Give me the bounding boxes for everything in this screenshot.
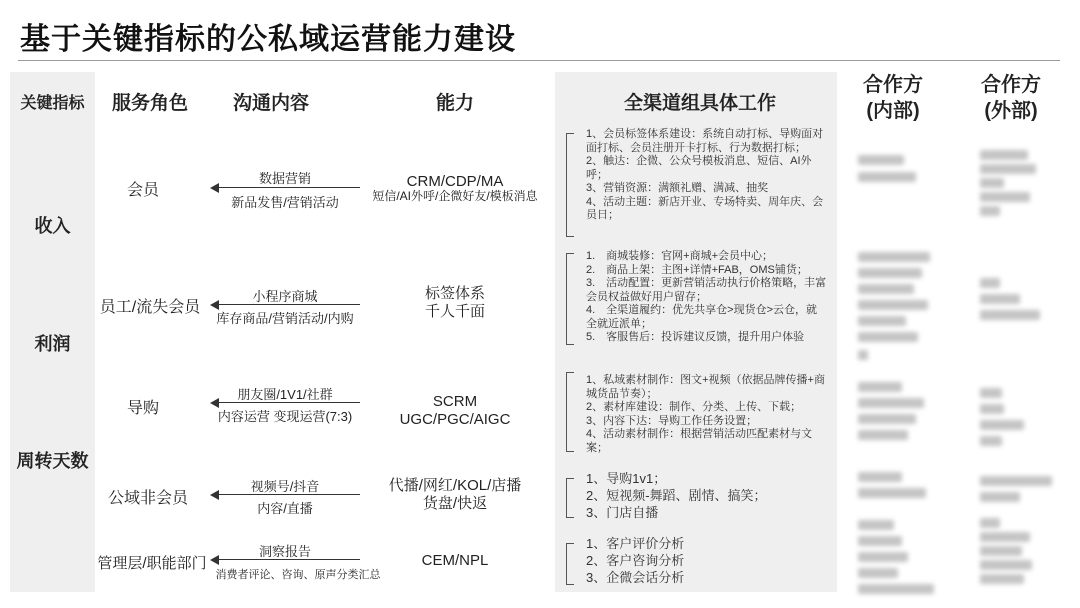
capability-top: 代播/网红/KOL/店播: [388, 477, 522, 494]
work-items: 1、导购1v1； 2、短视频-舞蹈、剧情、搞笑； 3、门店自播: [586, 471, 767, 520]
kpi-revenue: 收入: [34, 216, 71, 236]
work-items: 1、私域素材制作：图文+视频（依据品牌传播+商城货品节奏）； 2、素材库建设：制作、分类、上传、下载； 3、内容下达：导购工作任务设置； 4、活动素材制作：根据营销活动匹配素材与文案；: [586, 374, 825, 454]
header-work: 全渠道组具体工作: [623, 93, 776, 114]
capability-top: 标签体系: [424, 285, 485, 302]
kpi-turnover-days: 周转天数: [16, 451, 89, 471]
header-partner-external: 合作方 (外部): [981, 74, 1041, 122]
comm-bottom: 消费者评论、咨询、原声分类汇总: [215, 569, 381, 581]
comm-bottom: 库存商品/营销活动/内购: [216, 311, 354, 326]
internal-partners-blurred: [858, 150, 968, 595]
capability-bottom: 短信/AI外呼/企微好友/模板消息: [372, 189, 538, 203]
work-items: 1. 商城装修：官网+商城+会员中心； 2. 商品上架：主图+详情+FAB，OMS铺货； 3. 活动配置：更新营销活动执行价格策略，丰富会员权益做好用户留存； 4. 全渠道履约：优先共享仓>现货仓>云仓，就全就近派单； 5. 客服售后：投诉建议反馈，提升用户体验: [586, 250, 827, 343]
flow-arrow: [210, 555, 360, 565]
role-public-non-member: 公域非会员: [107, 490, 188, 507]
title-divider: [18, 60, 1060, 61]
comm-top: 小程序商城: [252, 289, 318, 304]
header-capability: 能力: [435, 93, 474, 114]
capability-bottom: UGC/PGC/AIGC: [399, 411, 511, 428]
comm-top: 视频号/抖音: [250, 479, 320, 494]
header-kpi: 关键指标: [20, 95, 85, 112]
comm-top: 数据营销: [258, 171, 311, 186]
bracket: [566, 543, 574, 585]
header-role: 服务角色: [111, 93, 188, 114]
bracket: [566, 133, 574, 237]
comm-top: 朋友圈/1V1/社群: [237, 387, 333, 402]
bracket: [566, 478, 574, 518]
work-items: 1、会员标签体系建设：系统自动打标、导购面对面打标、会员注册开卡打标、行为数据打标； 2、触达：企微、公众号模板消息、短信、AI外呼； 3、营销资源：满额礼赠、满减、抽奖 4、活动主题：新店开业、专场特卖、周年庆、会员日；: [586, 128, 824, 221]
role-member: 会员: [126, 182, 159, 199]
work-items: 1、客户评价分析 2、客户咨询分析 3、企微会话分析: [586, 536, 685, 585]
capability-top: CRM/CDP/MA: [406, 173, 504, 190]
capability-top: CEM/NPL: [421, 552, 489, 569]
role-shopping-guide: 导购: [126, 400, 159, 417]
role-management: 管理层/职能部门: [97, 555, 207, 572]
capability-bottom: 货盘/快返: [422, 495, 488, 512]
page-title: 基于关键指标的公私域运营能力建设: [20, 23, 516, 56]
role-staff-lost-member: 员工/流失会员: [99, 299, 201, 316]
comm-bottom: 内容/直播: [257, 501, 313, 516]
header-comm: 沟通内容: [232, 93, 309, 114]
external-partners-blurred: [980, 150, 1060, 595]
capability-bottom: 千人千面: [424, 303, 485, 320]
header-partner-internal: 合作方 (内部): [863, 74, 923, 122]
bracket: [566, 372, 574, 452]
comm-top: 洞察报告: [258, 544, 311, 559]
kpi-profit: 利润: [34, 334, 71, 354]
comm-bottom: 新品发售/营销活动: [231, 195, 339, 210]
bracket: [566, 253, 574, 345]
comm-bottom: 内容运营 变现运营(7:3): [217, 409, 353, 424]
capability-top: SCRM: [432, 393, 478, 410]
